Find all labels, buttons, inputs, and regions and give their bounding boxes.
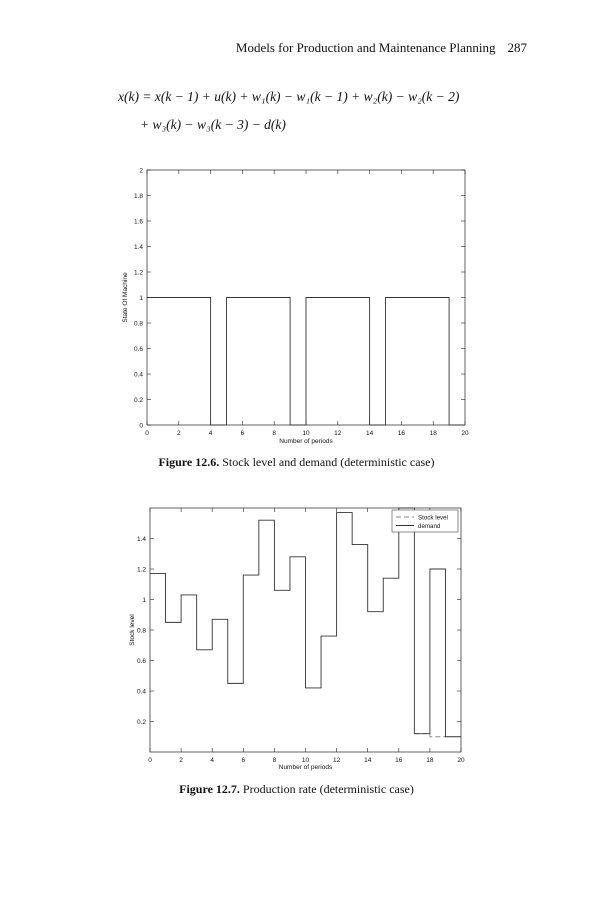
- y-tick-label: 1: [142, 596, 146, 604]
- x-tick-label: 6: [241, 757, 246, 764]
- x-tick-label: 0: [145, 430, 149, 437]
- figure-12-7-text: Production rate (deterministic case): [242, 782, 414, 796]
- y-tick-label: 1.2: [133, 269, 143, 277]
- x-tick-label: 18: [426, 757, 434, 764]
- figure-12-6-text: Stock level and demand (deterministic case): [222, 455, 435, 469]
- y-tick-label: 1.4: [133, 243, 143, 251]
- x-tick-label: 2: [176, 430, 181, 437]
- x-axis-label: Number of periods: [278, 764, 333, 771]
- y-tick-label: 1.2: [136, 566, 146, 574]
- page-number: 287: [507, 40, 527, 55]
- y-tick-label: 0.8: [133, 320, 143, 328]
- y-tick-label: 0.8: [136, 627, 146, 635]
- series-line-demand: [150, 508, 461, 737]
- running-header-title: Models for Production and Maintenance Planning: [235, 40, 496, 55]
- x-tick-label: 14: [365, 430, 374, 437]
- x-tick-label: 14: [364, 757, 372, 764]
- series-line-0: [147, 298, 465, 426]
- y-axis-label: State Of Machine: [122, 272, 129, 323]
- x-tick-label: 16: [397, 430, 406, 437]
- series-line-stock-level: [414, 734, 445, 737]
- x-tick-label: 18: [429, 430, 437, 437]
- legend-label: demand: [418, 522, 441, 530]
- y-tick-label: 0: [139, 422, 143, 430]
- equation-line-1: x(k) = x(k − 1) + u(k) + w₁(k) − w₁(k − 1) + w₂(k) − w₂(k − 2): [118, 89, 460, 104]
- x-tick-label: 12: [334, 430, 342, 437]
- y-tick-label: 1.6: [133, 218, 143, 226]
- x-axis-label: Number of periods: [279, 438, 333, 445]
- y-tick-label: 0.6: [136, 657, 146, 665]
- y-tick-label: 1: [139, 294, 143, 302]
- figure-12-7-caption: [0, 782, 593, 797]
- x-tick-label: 10: [302, 430, 310, 437]
- running-header: [0, 40, 527, 56]
- legend-label: Stock level: [418, 514, 448, 522]
- y-tick-label: 0.2: [136, 718, 146, 726]
- x-tick-label: 20: [461, 430, 469, 437]
- x-tick-label: 2: [179, 757, 183, 764]
- state-of-machine-chart: [0, 155, 593, 455]
- x-tick-label: 0: [148, 757, 152, 764]
- x-tick-label: 4: [208, 430, 213, 437]
- x-tick-label: 10: [301, 757, 310, 764]
- x-tick-label: 12: [332, 757, 341, 764]
- x-tick-label: 8: [272, 757, 277, 764]
- y-tick-label: 1.4: [136, 535, 146, 543]
- legend: [392, 510, 458, 532]
- x-tick-label: 16: [395, 757, 403, 764]
- y-tick-label: 0.6: [133, 345, 143, 353]
- x-tick-label: 20: [457, 757, 465, 764]
- x-tick-label: 4: [210, 757, 215, 764]
- figure-12-7-label: Figure 12.7.: [179, 782, 240, 796]
- figure-12-6-label: Figure 12.6.: [158, 455, 220, 469]
- stock-level-chart: [0, 495, 593, 780]
- y-tick-label: 2: [139, 167, 143, 175]
- x-tick-label: 8: [272, 430, 277, 437]
- y-tick-label: 0.4: [133, 371, 143, 379]
- equation-line-2: + w₃(k) − w₃(k − 3) − d(k): [140, 117, 286, 132]
- y-tick-label: 0.4: [136, 688, 146, 696]
- figure-12-6-caption: [0, 455, 593, 470]
- y-tick-label: 0.2: [133, 396, 143, 404]
- x-tick-label: 6: [240, 430, 245, 437]
- y-tick-label: 1.8: [133, 192, 143, 200]
- y-axis-label: Stock level: [129, 614, 136, 646]
